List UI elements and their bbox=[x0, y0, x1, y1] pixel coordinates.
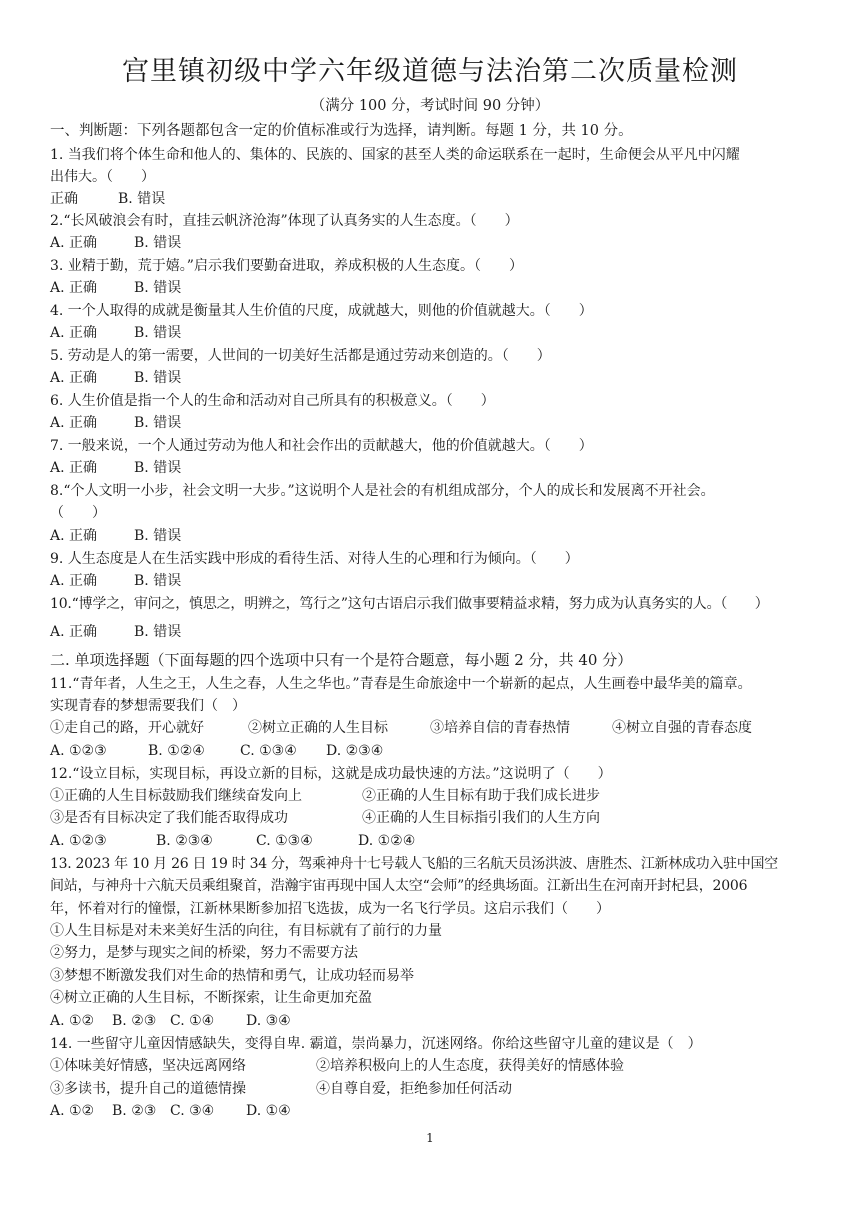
q8-options bbox=[50, 526, 181, 546]
q10-options bbox=[50, 622, 181, 642]
q13-choice-b: B. ②③ bbox=[112, 1013, 157, 1029]
q14-items-row1 bbox=[50, 1056, 624, 1076]
q1-option-b: B. 错误 bbox=[118, 191, 166, 207]
q13-choices bbox=[50, 1011, 291, 1031]
q7-option-b: B. 错误 bbox=[134, 460, 182, 476]
q11-item-3: ③培养自信的青春热情 bbox=[430, 720, 570, 736]
q11-item-4: ④树立自强的青春态度 bbox=[612, 720, 752, 736]
q11-choice-c: C. ①③④ bbox=[240, 743, 297, 759]
q14-text: 14. 一些留守儿童因情感缺失，变得自卑. 霸道，崇尚暴力，沉迷网络。你给这些留守儿童的建议是（ ） bbox=[50, 1036, 702, 1052]
exam-subtitle: （满分 100 分，考试时间 90 分钟） bbox=[310, 98, 550, 114]
q1-options bbox=[50, 189, 165, 209]
q12-choice-a: A. ①②③ bbox=[50, 833, 107, 849]
q14-item-1: ①体味美好情感，坚决远离网络 bbox=[50, 1058, 246, 1074]
q14-choice-d: D. ①④ bbox=[246, 1103, 291, 1119]
q2-option-b: B. 错误 bbox=[134, 235, 182, 251]
q2-option-a: A. 正确 bbox=[50, 235, 98, 251]
exam-title: 宫里镇初级中学六年级道德与法治第二次质量检测 bbox=[122, 56, 738, 87]
q13-item-2: ②努力，是梦与现实之间的桥梁，努力不需要方法 bbox=[50, 945, 358, 961]
q8-option-b: B. 错误 bbox=[134, 528, 182, 544]
q4-options bbox=[50, 323, 181, 343]
q11-choice-d: D. ②③④ bbox=[326, 743, 384, 759]
q13-choice-a: A. ①② bbox=[50, 1013, 95, 1029]
q4-text: 4. 一个人取得的成就是衡量其人生价值的尺度，成就越大，则他的价值就越大。（ ） bbox=[50, 303, 593, 319]
q13-text-line1: 13. 2023 年 10 月 26 日 19 时 34 分，驾乘神舟十七号载人飞船的三名航天员汤洪波、唐胜杰、江新林成功入驻中国空 bbox=[50, 856, 778, 872]
q1-text-line2: 出伟大。（ ） bbox=[50, 169, 155, 185]
q12-item-4: ④正确的人生目标指引我们的人生方向 bbox=[362, 810, 600, 826]
q11-items bbox=[50, 718, 752, 738]
q11-item-1: ①走自己的路，开心就好 bbox=[50, 720, 204, 736]
q6-text: 6. 人生价值是指一个人的生命和活动对自己所具有的积极意义。（ ） bbox=[50, 393, 495, 409]
q13-item-3: ③梦想不断激发我们对生命的热情和勇气，让成功轻而易举 bbox=[50, 968, 414, 984]
q12-items-row2 bbox=[50, 808, 600, 828]
q12-text: 12.“设立目标，实现目标，再设立新的目标，这就是成功最快速的方法。”这说明了（ ） bbox=[50, 766, 612, 782]
q2-text: 2.“长风破浪会有时，直挂云帆济沧海”体现了认真务实的人生态度。（ ） bbox=[50, 213, 519, 229]
q11-item-2: ②树立正确的人生目标 bbox=[248, 720, 388, 736]
q9-text: 9. 人生态度是人在生活实践中形成的看待生活、对待人生的心理和行为倾向。（ ） bbox=[50, 551, 579, 567]
q3-text: 3. 业精于勤，荒于嬉。”启示我们要勤奋进取，养成积极的人生态度。（ ） bbox=[50, 258, 523, 274]
q9-option-b: B. 错误 bbox=[134, 573, 182, 589]
section2-heading: 二. 单项选择题（下面每题的四个选项中只有一个是符合题意，每小题 2 分，共 40 分） bbox=[50, 651, 633, 669]
q12-choice-d: D. ①②④ bbox=[358, 833, 416, 849]
q12-item-3: ③是否有目标决定了我们能否取得成功 bbox=[50, 810, 288, 826]
q10-option-b: B. 错误 bbox=[134, 624, 182, 640]
q14-choices bbox=[50, 1101, 291, 1121]
q5-options bbox=[50, 368, 181, 388]
q5-text: 5. 劳动是人的第一需要，人世间的一切美好生活都是通过劳动来创造的。（ ） bbox=[50, 348, 551, 364]
q8-option-a: A. 正确 bbox=[50, 528, 98, 544]
q3-option-b: B. 错误 bbox=[134, 280, 182, 296]
q6-option-b: B. 错误 bbox=[134, 415, 182, 431]
q13-text-line3: 年，怀着对行的憧憬，江新林果断参加招飞选拔，成为一名飞行学员。这启示我们（ ） bbox=[50, 901, 610, 917]
q14-choice-a: A. ①② bbox=[50, 1103, 95, 1119]
q10-option-a: A. 正确 bbox=[50, 624, 98, 640]
q14-choice-b: B. ②③ bbox=[112, 1103, 157, 1119]
q1-text-line1: 1. 当我们将个体生命和他人的、集体的、民族的、国家的甚至人类的命运联系在一起时，生命便会从平凡中闪耀 bbox=[50, 147, 740, 163]
q13-choice-d: D. ③④ bbox=[246, 1013, 291, 1029]
q11-choice-a: A. ①②③ bbox=[50, 743, 107, 759]
q14-item-2: ②培养积极向上的人生态度，获得美好的情感体验 bbox=[316, 1058, 624, 1074]
page-number: 1 bbox=[426, 1131, 434, 1145]
q4-option-a: A. 正确 bbox=[50, 325, 98, 341]
q3-options bbox=[50, 278, 181, 298]
q7-option-a: A. 正确 bbox=[50, 460, 98, 476]
q12-choice-b: B. ②③④ bbox=[156, 833, 213, 849]
q10-text: 10.“博学之，审问之，慎思之，明辨之，笃行之”这句古语启示我们做事要精益求精，努力成为认真务实的人。（ ） bbox=[50, 596, 769, 612]
section1-heading: 一、判断题：下列各题都包含一定的价值标准或行为选择，请判断。每题 1 分，共 10 分。 bbox=[50, 123, 633, 139]
q4-option-b: B. 错误 bbox=[134, 325, 182, 341]
q14-item-3: ③多读书，提升自己的道德情操 bbox=[50, 1081, 246, 1097]
q8-text-line1: 8.“个人文明一小步，社会文明一大步。”这说明个人是社会的有机组成部分，个人的成长和发展离不开社会。 bbox=[50, 483, 715, 499]
q5-option-a: A. 正确 bbox=[50, 370, 98, 386]
q3-option-a: A. 正确 bbox=[50, 280, 98, 296]
q13-text-line2: 间站，与神舟十六航天员乘组聚首，浩瀚宇宙再现中国人太空“会师”的经典场面。江新出生在河南开封杞县，2006 bbox=[50, 878, 748, 894]
q1-option-a: 正确 bbox=[50, 191, 78, 207]
q11-choices bbox=[50, 741, 383, 761]
q11-text-line2: 实现青春的梦想需要我们（ ） bbox=[50, 698, 246, 714]
q12-item-1: ①正确的人生目标鼓励我们继续奋发向上 bbox=[50, 788, 302, 804]
q12-item-2: ②正确的人生目标有助于我们成长进步 bbox=[362, 788, 600, 804]
q12-choices bbox=[50, 831, 415, 851]
q8-text-line2: （ ） bbox=[50, 505, 106, 521]
q14-choice-c: C. ③④ bbox=[170, 1103, 215, 1119]
q14-item-4: ④自尊自爱，拒绝参加任何活动 bbox=[316, 1081, 512, 1097]
q7-text: 7. 一般来说，一个人通过劳动为他人和社会作出的贡献越大，他的价值就越大。（ ） bbox=[50, 438, 593, 454]
q11-text-line1: 11.“青年者，人生之王，人生之春，人生之华也。”青春是生命旅途中一个崭新的起点，人生画卷中最华美的篇章。 bbox=[50, 676, 752, 692]
q9-options bbox=[50, 571, 181, 591]
q7-options bbox=[50, 458, 181, 478]
q2-options bbox=[50, 233, 181, 253]
q6-options bbox=[50, 413, 181, 433]
q14-items-row2 bbox=[50, 1079, 512, 1099]
q6-option-a: A. 正确 bbox=[50, 415, 98, 431]
q13-choice-c: C. ①④ bbox=[170, 1013, 215, 1029]
q12-items-row1 bbox=[50, 786, 600, 806]
q13-item-1: ①人生目标是对未来美好生活的向往，有目标就有了前行的力量 bbox=[50, 923, 442, 939]
q13-item-4: ④树立正确的人生目标，不断探索，让生命更加充盈 bbox=[50, 990, 372, 1006]
q9-option-a: A. 正确 bbox=[50, 573, 98, 589]
q11-choice-b: B. ①②④ bbox=[148, 743, 205, 759]
q12-choice-c: C. ①③④ bbox=[256, 833, 313, 849]
q5-option-b: B. 错误 bbox=[134, 370, 182, 386]
